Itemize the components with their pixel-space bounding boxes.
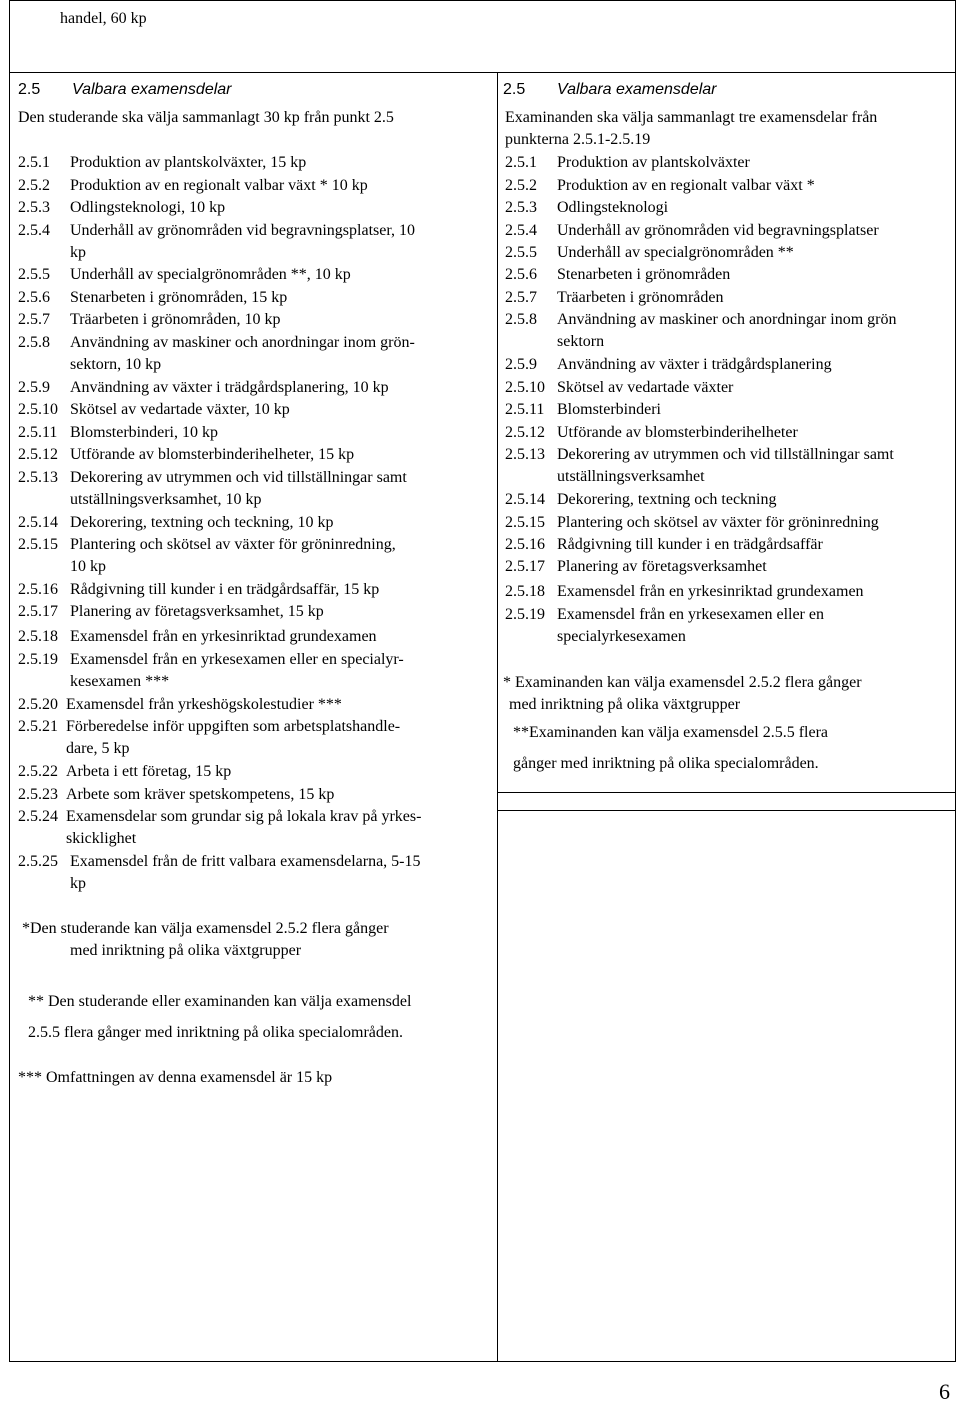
row-divider-top (9, 72, 956, 73)
left-item-label-continued: utställningsverksamhet, 10 kp (70, 491, 262, 508)
right-item-label: Dekorering, textning och teckning (557, 491, 777, 508)
right-item-label: Användning av växter i trädgårdsplanering (557, 356, 832, 373)
left-item-number: 2.5.6 (18, 289, 50, 306)
right-item-number: 2.5.5 (505, 244, 537, 261)
right-item-label: Underhåll av specialgrönområden ** (557, 244, 794, 261)
left-item-number: 2.5.25 (18, 853, 58, 870)
left-item-number: 2.5.23 (18, 786, 58, 803)
left-item-label-continued: skicklighet (66, 830, 137, 847)
left-item-label: Odlingsteknologi, 10 kp (70, 199, 226, 216)
right-notes-box-divider (498, 792, 956, 793)
left-item-label: Plantering och skötsel av växter för gröninredning, (70, 536, 396, 553)
right-item-number: 2.5.19 (505, 606, 545, 623)
left-item-number: 2.5.21 (18, 718, 58, 735)
right-item-label: Examensdel från en yrkesinriktad grundexamen (557, 583, 864, 600)
left-item-label: Examensdel från yrkeshögskolestudier *** (66, 696, 342, 713)
left-item-number: 2.5.7 (18, 311, 50, 328)
left-note-1-line-2: med inriktning på olika växtgrupper (70, 942, 302, 959)
right-item-label-continued: utställningsverksamhet (557, 468, 705, 485)
left-item-number: 2.5.13 (18, 469, 58, 486)
right-item-number: 2.5.2 (505, 177, 537, 194)
left-item-label-continued: kp (70, 875, 86, 892)
right-item-number: 2.5.13 (505, 446, 545, 463)
right-item-number: 2.5.11 (505, 401, 545, 418)
right-item-number: 2.5.7 (505, 289, 537, 306)
left-item-number: 2.5.12 (18, 446, 58, 463)
left-item-label: Användning av maskiner och anordningar inom grön- (70, 334, 415, 351)
left-item-label: Utförande av blomsterbinderihelheter, 15 kp (70, 446, 355, 463)
left-item-label: Underhåll av grönområden vid begravningsplatser, 10 (70, 222, 416, 239)
left-item-number: 2.5.20 (18, 696, 58, 713)
right-item-label: Användning av maskiner och anordningar inom grön (557, 311, 897, 328)
left-note-2-line-1: ** Den studerande eller examinanden kan välja examensdel (28, 993, 412, 1010)
right-item-number: 2.5.6 (505, 266, 537, 283)
left-item-label: Arbeta i ett företag, 15 kp (66, 763, 232, 780)
left-item-label: Examensdelar som grundar sig på lokala krav på yrkes- (66, 808, 422, 825)
left-item-number: 2.5.24 (18, 808, 58, 825)
left-intro: Den studerande ska välja sammanlagt 30 kp från punkt 2.5 (18, 109, 394, 126)
left-item-number: 2.5.8 (18, 334, 50, 351)
left-item-label: Examensdel från en yrkesinriktad grundexamen (70, 628, 377, 645)
right-item-label: Planering av företagsverksamhet (557, 558, 767, 575)
left-item-number: 2.5.14 (18, 514, 58, 531)
right-item-number: 2.5.15 (505, 514, 545, 531)
right-item-number: 2.5.8 (505, 311, 537, 328)
left-item-label: Examensdel från de fritt valbara examensdelarna, 5-15 (70, 853, 421, 870)
left-item-label-continued: sektorn, 10 kp (70, 356, 162, 373)
left-heading-title: Valbara examensdelar (72, 81, 232, 98)
left-note-2-line-2: 2.5.5 flera gånger med inriktning på olika specialområden. (28, 1024, 403, 1041)
right-item-number: 2.5.4 (505, 222, 537, 239)
right-heading-title: Valbara examensdelar (557, 81, 717, 98)
right-note-2-line-2: gånger med inriktning på olika specialområden. (513, 755, 819, 772)
left-item-number: 2.5.16 (18, 581, 58, 598)
right-item-number: 2.5.17 (505, 558, 545, 575)
right-item-number: 2.5.1 (505, 154, 537, 171)
left-note-3: *** Omfattningen av denna examensdel är 15 kp (18, 1069, 333, 1086)
left-item-label: Examensdel från en yrkesexamen eller en specialyr- (70, 651, 404, 668)
left-section-heading (18, 79, 232, 101)
right-item-label: Underhåll av grönområden vid begravningsplatser (557, 222, 879, 239)
right-heading-number: 2.5 (503, 81, 526, 98)
top-row-text: handel, 60 kp (60, 10, 147, 27)
column-divider (497, 72, 498, 1362)
left-item-label-continued: 10 kp (70, 558, 106, 575)
right-item-label: Plantering och skötsel av växter för gröninredning (557, 514, 879, 531)
left-item-number: 2.5.22 (18, 763, 58, 780)
table-border-top (9, 0, 956, 1)
left-item-label-continued: kesexamen *** (70, 673, 170, 690)
left-item-label-continued: kp (70, 244, 86, 261)
left-item-number: 2.5.17 (18, 603, 58, 620)
right-item-number: 2.5.16 (505, 536, 545, 553)
right-item-label: Produktion av en regionalt valbar växt * (557, 177, 815, 194)
left-note-1-line-1: *Den studerande kan välja examensdel 2.5.2 flera gånger (22, 920, 389, 937)
right-item-label: Blomsterbinderi (557, 401, 661, 418)
left-item-label: Blomsterbinderi, 10 kp (70, 424, 218, 441)
right-item-label: Stenarbeten i grönområden (557, 266, 731, 283)
right-item-number: 2.5.12 (505, 424, 545, 441)
left-item-label: Träarbeten i grönområden, 10 kp (70, 311, 281, 328)
right-item-label: Dekorering av utrymmen och vid tillställningar samt (557, 446, 894, 463)
left-heading-number: 2.5 (18, 81, 41, 98)
left-item-number: 2.5.15 (18, 536, 58, 553)
left-item-label: Förberedelse inför uppgiften som arbetsplatshandle- (66, 718, 401, 735)
left-item-number: 2.5.2 (18, 177, 50, 194)
table-border-left (9, 0, 10, 1362)
left-item-number: 2.5.9 (18, 379, 50, 396)
right-item-number: 2.5.3 (505, 199, 537, 216)
left-item-label: Produktion av en regionalt valbar växt * 10 kp (70, 177, 368, 194)
right-item-label: Examensdel från en yrkesexamen eller en (557, 606, 824, 623)
page-number: 6 (939, 1379, 950, 1404)
left-item-label: Rådgivning till kunder i en trädgårdsaffär, 15 kp (70, 581, 380, 598)
right-item-number: 2.5.14 (505, 491, 545, 508)
left-item-label: Arbete som kräver spetskompetens, 15 kp (66, 786, 335, 803)
right-item-number: 2.5.18 (505, 583, 545, 600)
left-item-number: 2.5.19 (18, 651, 58, 668)
right-note-1-line-2: med inriktning på olika växtgrupper (509, 696, 741, 713)
left-item-number: 2.5.1 (18, 154, 50, 171)
right-item-label: Rådgivning till kunder i en trädgårdsaffär (557, 536, 823, 553)
right-item-label-continued: sektorn (557, 333, 605, 350)
left-item-label: Stenarbeten i grönområden, 15 kp (70, 289, 288, 306)
left-item-number: 2.5.10 (18, 401, 58, 418)
left-item-number: 2.5.18 (18, 628, 58, 645)
left-item-label: Dekorering, textning och teckning, 10 kp (70, 514, 334, 531)
left-item-label: Planering av företagsverksamhet, 15 kp (70, 603, 324, 620)
right-item-label: Produktion av plantskolväxter (557, 154, 750, 171)
right-intro-line-1: Examinanden ska välja sammanlagt tre examensdelar från (505, 109, 878, 126)
right-item-label: Skötsel av vedartade växter (557, 379, 734, 396)
left-item-label: Användning av växter i trädgårdsplanering, 10 kp (70, 379, 389, 396)
right-intro-line-2: punkterna 2.5.1-2.5.19 (505, 131, 651, 148)
left-item-number: 2.5.11 (18, 424, 58, 441)
right-item-label: Träarbeten i grönområden (557, 289, 724, 306)
left-item-label: Underhåll av specialgrönområden **, 10 kp (70, 266, 351, 283)
left-item-label: Skötsel av vedartade växter, 10 kp (70, 401, 290, 418)
table-border-bottom (9, 1361, 956, 1362)
right-section-heading (503, 79, 717, 101)
left-item-label: Dekorering av utrymmen och vid tillställningar samt (70, 469, 407, 486)
right-item-label: Odlingsteknologi (557, 199, 669, 216)
right-item-number: 2.5.9 (505, 356, 537, 373)
left-item-number: 2.5.4 (18, 222, 50, 239)
left-item-label-continued: dare, 5 kp (66, 740, 130, 757)
right-item-number: 2.5.10 (505, 379, 545, 396)
right-note-2-line-1: **Examinanden kan välja examensdel 2.5.5 flera (513, 724, 828, 741)
right-note-1-line-1: * Examinanden kan välja examensdel 2.5.2 flera gånger (503, 674, 862, 691)
table-border-right (955, 0, 956, 1362)
left-item-number: 2.5.3 (18, 199, 50, 216)
left-item-label: Produktion av plantskolväxter, 15 kp (70, 154, 307, 171)
right-item-label: Utförande av blomsterbinderihelheter (557, 424, 798, 441)
right-item-label-continued: specialyrkesexamen (557, 628, 686, 645)
right-notes-box-divider-2 (498, 810, 956, 811)
left-item-number: 2.5.5 (18, 266, 50, 283)
